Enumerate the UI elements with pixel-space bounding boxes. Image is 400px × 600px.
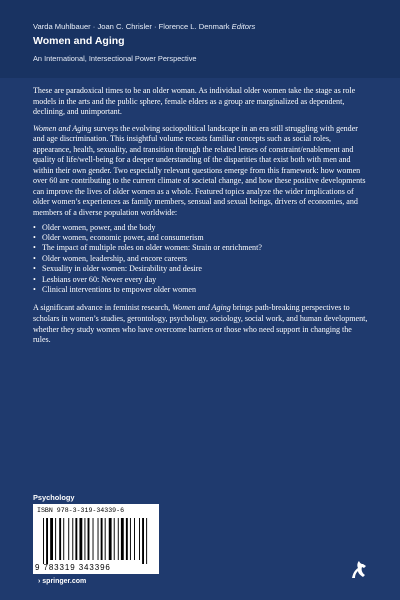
category-label: Psychology [33,493,75,502]
list-item: • The impact of multiple roles on older women: Strain or enrichment? [33,243,262,253]
paragraph-overview-title: Women and Aging [33,123,92,133]
list-item: • Older women, leadership, and encore careers [33,253,187,263]
header-band [0,0,400,78]
barcode-number: 9 783319 343396 [35,563,111,572]
list-item: • Older women, economic power, and consumerism [33,232,204,242]
editors-line [33,22,255,31]
paragraph-overview [33,124,369,219]
website-link[interactable]: › springer.com [38,578,87,585]
isbn-text: ISBN 978-3-319-34339-6 [37,507,125,514]
paragraph-conclusion-title: Women and Aging [172,303,231,313]
barcode-box [33,504,159,574]
list-item: • Lesbians over 60: Newer every day [33,274,157,284]
list-item: • Older women, power, and the body [33,222,156,232]
paragraph-overview-text: surveys the evolving sociopolitical landscape in an era still struggling with gender and age discrimination. This insightful volume recasts familiar concepts such as social roles, appearance, health, sexuality, and transition through the related lenses of constraint/enablement and quality of life/well-being for a deeper understanding of the disparities that exist both with men and within their own gender. Two especially relevant questions emerge from this framework: how women over 60 are contributing to the current climate of societal change, and how these positive developments can improve the lives of older women as a whole. Featured topics analyze the wider implications of older women’s experiences as family members, sensual and sexual beings, drivers of economies, and members of a diverse population worldwide: [33,123,366,218]
editors-suffix: Editors [231,22,256,31]
editors-names: Varda Muhlbauer · Joan C. Chrisler · Florence L. Denmark [33,22,230,31]
topic-list [33,223,369,296]
description [33,86,369,352]
list-item: • Sexuality in older women: Desirability and desire [33,264,203,274]
paragraph-conclusion: A significant advance in feminist research, Women and Aging brings path-breaking perspectives to scholars in women’s studies, gerontology, psychology, sociology, social work, and human development, whether they study women who have overcome barriers or those who need support in changing the rules. [33,303,368,345]
book-title: Women and Aging [33,35,125,47]
book-subtitle: An International, Intersectional Power Perspective [33,54,197,63]
springer-horse-icon [346,556,372,582]
list-item: • Clinical interventions to empower older women [33,285,196,294]
barcode-bars [41,518,153,564]
paragraph-intro: These are paradoxical times to be an older woman. As individual older women take the stage as role models in the arts and the public sphere, female elders as a group are marginalized as dependent, declining, and unimportant. [33,86,356,117]
